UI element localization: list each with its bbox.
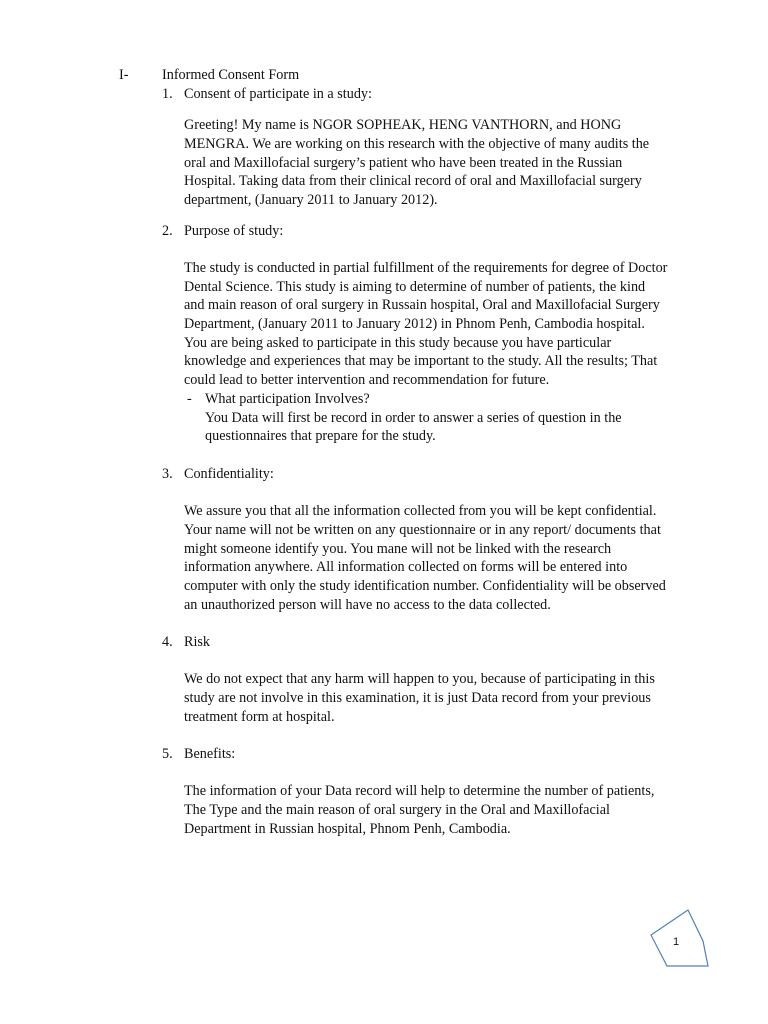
section-title: Informed Consent Form: [162, 67, 300, 83]
item-1-heading: Consent of participate in a study:: [184, 86, 372, 102]
item-2-heading: Purpose of study:: [184, 223, 284, 239]
paragraph-line: department, (January 2011 to January 2012).: [184, 192, 438, 208]
item-1-number: 1.: [162, 86, 173, 102]
paragraph-line: information anywhere. All information collected on forms will be entered into: [184, 559, 628, 575]
paragraph-line: We do not expect that any harm will happen to you, because of participating in this: [184, 671, 655, 687]
paragraph-line: Greeting! My name is NGOR SOPHEAK, HENG VANTHORN, and HONG: [184, 117, 622, 133]
paragraph-line: an unauthorized person will have no access to the data collected.: [184, 597, 551, 613]
paragraph-line: could lead to better intervention and recommendation for future.: [184, 372, 550, 388]
item-5-heading: Benefits:: [184, 746, 236, 762]
paragraph-line: Department in Russian hospital, Phnom Penh, Cambodia.: [184, 821, 511, 837]
item-3-heading: Confidentiality:: [184, 466, 274, 482]
paragraph-line: computer with only the study identification number. Confidentiality will be observed: [184, 578, 666, 594]
paragraph-line: Department, (January 2011 to January 2012) in Phnom Penh, Cambodia hospital.: [184, 316, 645, 332]
paragraph-line: Dental Science. This study is aiming to determine of number of patients, the kind: [184, 279, 646, 295]
bullet-marker: -: [187, 391, 192, 407]
item-5-number: 5.: [162, 746, 173, 762]
paragraph-line: might someone identify you. You mane will not be linked with the research: [184, 541, 612, 557]
bullet-line: You Data will first be record in order to answer a series of question in the: [205, 410, 622, 426]
paragraph-line: study are not involve in this examination, it is just Data record from your previous: [184, 690, 651, 706]
paragraph-line: MENGRA. We are working on this research with the objective of many audits the: [184, 136, 650, 152]
item-2-number: 2.: [162, 223, 173, 239]
paragraph-line: You are being asked to participate in this study because you have particular: [184, 335, 612, 351]
paragraph-line: The study is conducted in partial fulfillment of the requirements for degree of Doctor: [184, 260, 668, 276]
paragraph-line: knowledge and experiences that may be important to the study. All the results; That: [184, 353, 658, 369]
paragraph-line: We assure you that all the information collected from you will be kept confidential.: [184, 503, 657, 519]
page-number: 1: [673, 936, 680, 948]
section-marker: I-: [119, 67, 129, 83]
bullet-title: What participation Involves?: [205, 391, 370, 407]
item-3-number: 3.: [162, 466, 173, 482]
paragraph-line: The Type and the main reason of oral surgery in the Oral and Maxillofacial: [184, 802, 610, 818]
paragraph-line: Your name will not be written on any questionnaire or in any report/ documents that: [184, 522, 661, 538]
paragraph-line: Hospital. Taking data from their clinical record of oral and Maxillofacial surgery: [184, 173, 642, 189]
bullet-line: questionnaires that prepare for the study.: [205, 428, 436, 444]
paragraph-line: treatment form at hospital.: [184, 709, 335, 725]
item-4-heading: Risk: [184, 634, 211, 650]
paragraph-line: The information of your Data record will help to determine the number of patients,: [184, 783, 655, 799]
item-4-number: 4.: [162, 634, 173, 650]
paragraph-line: oral and Maxillofacial surgery’s patient who have been treated in the Russian: [184, 155, 623, 171]
paragraph-line: and main reason of oral surgery in Russain hospital, Oral and Maxillofacial Surgery: [184, 297, 660, 313]
